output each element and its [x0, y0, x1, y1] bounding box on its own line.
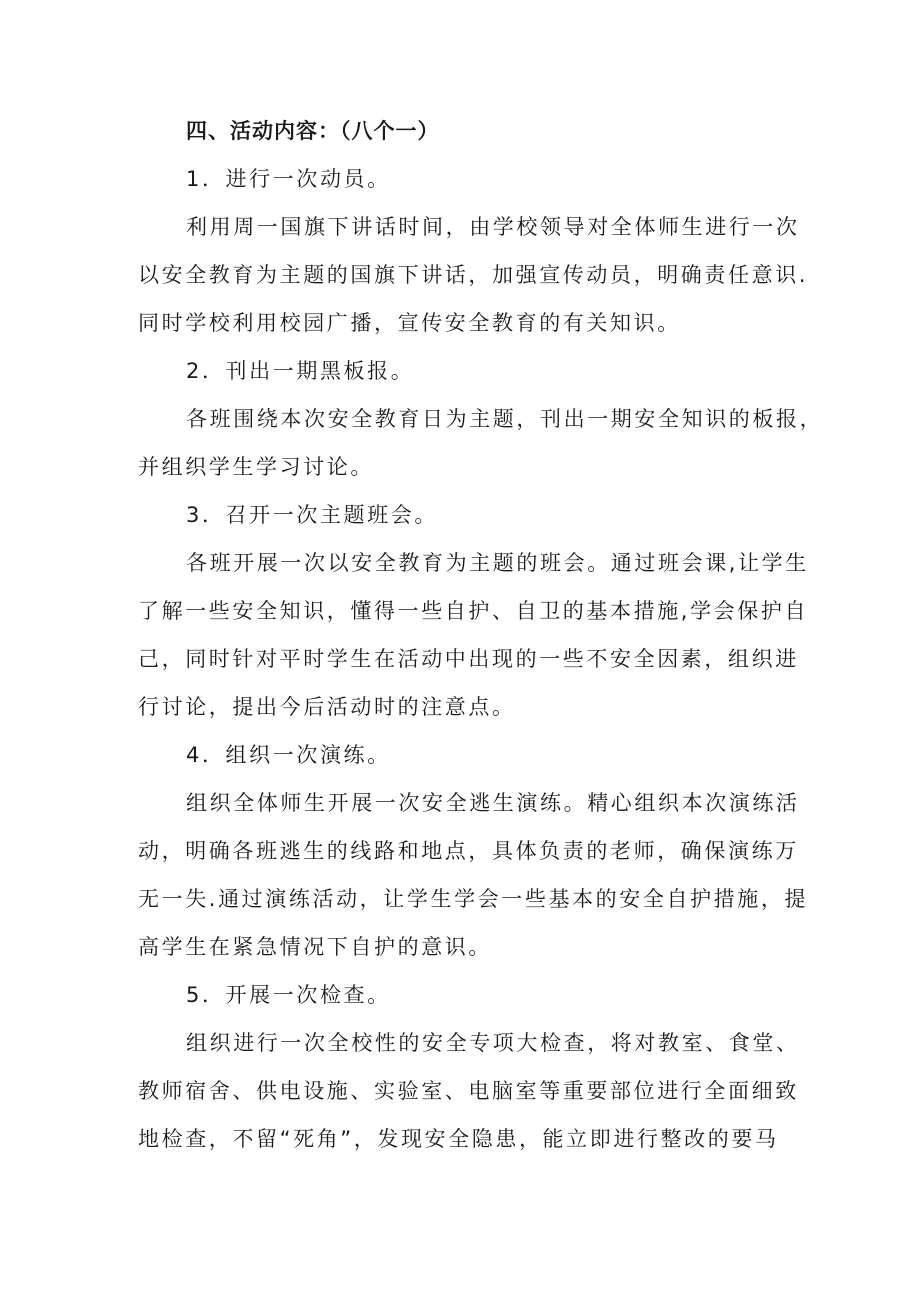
item-3-paragraph-line: 各班开展一次以安全教育为主题的班会。通过班会课,让学生: [186, 551, 809, 575]
item-3-paragraph-line: 行讨论，提出今后活动时的注意点。: [138, 695, 516, 719]
item-2-paragraph-line: 各班围绕本次安全教育日为主题，刊出一期安全知识的板报，: [186, 407, 824, 431]
item-1-paragraph-line: 以安全教育为主题的国旗下讲话，加强宣传动员，明确责任意识.: [138, 263, 809, 287]
item-5-title: 5．开展一次检查。: [186, 983, 391, 1007]
item-4-paragraph-line: 组织全体师生开展一次安全逃生演练。精心组织本次演练活: [186, 791, 800, 815]
item-2-paragraph-line: 并组织学生学习讨论。: [138, 455, 374, 479]
item-1-title: 1．进行一次动员。: [186, 167, 391, 191]
item-4-title: 4．组织一次演练。: [186, 743, 391, 767]
item-4-paragraph-line: 动，明确各班逃生的线路和地点，具体负责的老师，确保演练万: [138, 839, 799, 863]
item-5-paragraph-line: 地检查，不留“死角”，发现安全隐患，能立即进行整改的要马: [138, 1127, 779, 1151]
section-heading: 四、活动内容：（八个一）: [186, 119, 440, 143]
item-5-paragraph-line: 教师宿舍、供电设施、实验室、电脑室等重要部位进行全面细致: [138, 1079, 799, 1103]
item-2-title: 2．刊出一期黑板报。: [186, 359, 415, 383]
item-4-paragraph-line: 无一失.通过演练活动，让学生学会一些基本的安全自护措施，提: [138, 887, 809, 911]
item-5-paragraph-line: 组织进行一次全校性的安全专项大检查，将对教室、食堂、: [186, 1031, 800, 1055]
item-1-paragraph-line: 利用周一国旗下讲话时间，由学校领导对全体师生进行一次: [186, 215, 800, 239]
item-3-paragraph-line: 己，同时针对平时学生在活动中出现的一些不安全因素，组织进: [138, 647, 799, 671]
item-1-paragraph-line: 同时学校利用校园广播，宣传安全教育的有关知识。: [138, 311, 681, 335]
item-3-title: 3．召开一次主题班会。: [186, 503, 438, 527]
item-3-paragraph-line: 了解一些安全知识，懂得一些自护、自卫的基本措施,学会保护自: [138, 599, 809, 623]
item-4-paragraph-line: 高学生在紧急情况下自护的意识。: [138, 935, 492, 959]
